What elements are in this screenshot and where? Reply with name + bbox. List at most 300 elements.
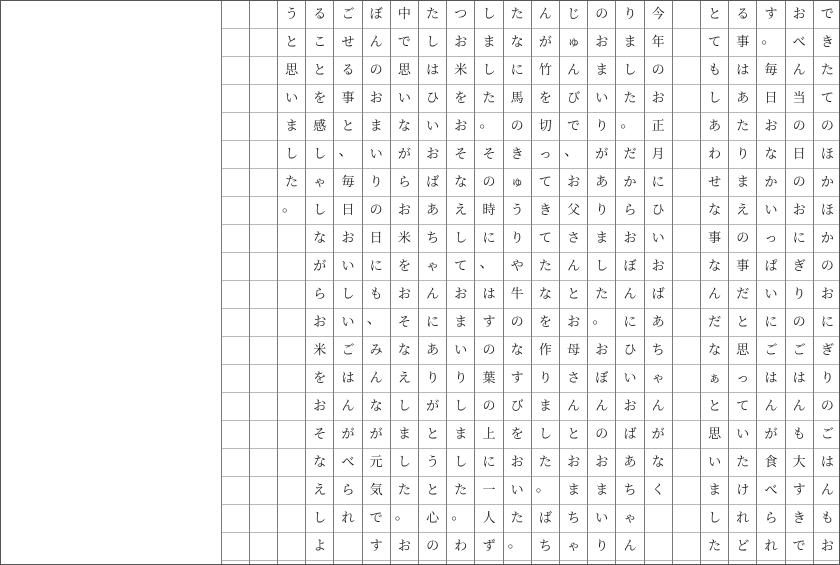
manuscript-cell: た: [532, 253, 559, 281]
manuscript-cell: も: [786, 421, 813, 449]
manuscript-cell: [278, 309, 305, 337]
manuscript-cell: じ: [560, 1, 587, 29]
manuscript-cell: え: [729, 197, 756, 225]
manuscript-cell: い: [334, 253, 361, 281]
manuscript-cell: と: [278, 29, 305, 57]
manuscript-cell: に: [786, 225, 813, 253]
manuscript-cell: ゃ: [560, 533, 587, 561]
manuscript-cell: で: [814, 1, 840, 29]
manuscript-column: [390, 1, 418, 564]
manuscript-cell: な: [391, 113, 418, 141]
manuscript-cell: [673, 477, 700, 505]
manuscript-cell: は: [786, 365, 813, 393]
manuscript-cell: [222, 85, 249, 113]
manuscript-cell: い: [701, 449, 728, 477]
manuscript-cell: [222, 29, 249, 57]
manuscript-cell: [645, 533, 672, 561]
manuscript-cell: 日: [363, 225, 390, 253]
manuscript-cell: ば: [419, 169, 446, 197]
manuscript-cell: ん: [588, 393, 615, 421]
manuscript-cell: と: [729, 309, 756, 337]
manuscript-cell: な: [701, 197, 728, 225]
manuscript-cell: な: [504, 337, 531, 365]
manuscript-cell: し: [701, 85, 728, 113]
manuscript-cell: り: [814, 365, 840, 393]
manuscript-cell: 牛: [504, 281, 531, 309]
manuscript-cell: 感: [306, 113, 333, 141]
manuscript-cell: ま: [616, 29, 643, 57]
manuscript-cell: ま: [701, 477, 728, 505]
manuscript-cell: た: [729, 113, 756, 141]
manuscript-cell: ゃ: [645, 365, 672, 393]
manuscript-cell: [673, 85, 700, 113]
manuscript-cell: す: [363, 533, 390, 561]
manuscript-cell: ご: [334, 1, 361, 29]
manuscript-cell: ま: [532, 393, 559, 421]
manuscript-cell: か: [814, 169, 840, 197]
manuscript-cell: [222, 113, 249, 141]
manuscript-cell: で: [363, 505, 390, 533]
manuscript-cell: ち: [645, 337, 672, 365]
manuscript-cell: わ: [701, 141, 728, 169]
manuscript-cell: り: [588, 197, 615, 225]
manuscript-cell: 馬: [504, 85, 531, 113]
manuscript-cell: を: [391, 253, 418, 281]
manuscript-cell: [250, 57, 277, 85]
manuscript-cell: お: [616, 225, 643, 253]
manuscript-cell: ぎ: [786, 253, 813, 281]
manuscript-cell: 事: [729, 253, 756, 281]
manuscript-cell: お: [786, 197, 813, 225]
manuscript-cell: て: [701, 29, 728, 57]
manuscript-cell: ら: [306, 281, 333, 309]
manuscript-cell: い: [334, 309, 361, 337]
manuscript-cell: を: [532, 309, 559, 337]
manuscript-cell: お: [616, 393, 643, 421]
manuscript-cell: 。: [475, 113, 502, 141]
manuscript-cell: な: [701, 337, 728, 365]
manuscript-cell: ほ: [814, 197, 840, 225]
manuscript-cell: し: [475, 57, 502, 85]
manuscript-cell: お: [447, 29, 474, 57]
manuscript-cell: お: [504, 449, 531, 477]
manuscript-cell: と: [701, 1, 728, 29]
manuscript-cell: こ: [306, 29, 333, 57]
manuscript-cell: し: [419, 29, 446, 57]
manuscript-cell: の: [504, 113, 531, 141]
manuscript-cell: た: [504, 1, 531, 29]
manuscript-cell: ば: [616, 421, 643, 449]
manuscript-cell: ま: [560, 477, 587, 505]
manuscript-cell: が: [391, 141, 418, 169]
manuscript-cell: お: [306, 309, 333, 337]
manuscript-cell: [278, 281, 305, 309]
manuscript-cell: に: [419, 309, 446, 337]
manuscript-cell: 一: [475, 477, 502, 505]
manuscript-cell: 中: [391, 1, 418, 29]
manuscript-cell: [250, 225, 277, 253]
manuscript-cell: 日: [757, 85, 784, 113]
manuscript-cell: ぼ: [616, 253, 643, 281]
manuscript-cell: [278, 421, 305, 449]
manuscript-cell: ま: [447, 421, 474, 449]
manuscript-column: [418, 1, 446, 564]
manuscript-cell: び: [560, 85, 587, 113]
manuscript-cell: り: [363, 169, 390, 197]
manuscript-cell: す: [475, 309, 502, 337]
manuscript-cell: た: [814, 57, 840, 85]
manuscript-cell: を: [504, 421, 531, 449]
manuscript-cell: [673, 449, 700, 477]
manuscript-cell: ち: [616, 477, 643, 505]
manuscript-cell: り: [616, 1, 643, 29]
manuscript-cell: ご: [814, 421, 840, 449]
manuscript-cell: 思: [391, 57, 418, 85]
manuscript-cell: 食: [757, 449, 784, 477]
manuscript-cell: 大: [786, 449, 813, 477]
manuscript-column: [362, 1, 390, 564]
manuscript-cell: た: [729, 449, 756, 477]
manuscript-cell: で: [786, 533, 813, 561]
manuscript-cell: が: [334, 421, 361, 449]
manuscript-cell: [673, 421, 700, 449]
manuscript-cell: ん: [560, 253, 587, 281]
manuscript-cell: る: [306, 1, 333, 29]
manuscript-cell: か: [814, 225, 840, 253]
manuscript-cell: ら: [616, 197, 643, 225]
manuscript-cell: と: [419, 421, 446, 449]
manuscript-cell: さ: [560, 365, 587, 393]
manuscript-cell: び: [504, 393, 531, 421]
manuscript-cell: と: [560, 421, 587, 449]
manuscript-cell: [250, 281, 277, 309]
manuscript-cell: 。: [447, 505, 474, 533]
manuscript-cell: と: [701, 393, 728, 421]
manuscript-cell: [222, 421, 249, 449]
manuscript-cell: 日: [786, 141, 813, 169]
manuscript-cell: [673, 365, 700, 393]
manuscript-cell: [250, 365, 277, 393]
manuscript-cell: か: [616, 169, 643, 197]
manuscript-cell: も: [363, 281, 390, 309]
manuscript-cell: を: [447, 85, 474, 113]
manuscript-cell: [673, 57, 700, 85]
manuscript-cell: の: [419, 533, 446, 561]
manuscript-cell: し: [616, 57, 643, 85]
manuscript-cell: あ: [616, 449, 643, 477]
manuscript-cell: ば: [532, 505, 559, 533]
manuscript-cell: [250, 337, 277, 365]
manuscript-cell: お: [757, 113, 784, 141]
manuscript-cell: お: [334, 225, 361, 253]
manuscript-cell: 。: [278, 197, 305, 225]
manuscript-cell: ぁ: [701, 365, 728, 393]
manuscript-cell: だ: [729, 281, 756, 309]
manuscript-cell: で: [560, 113, 587, 141]
manuscript-column: [813, 1, 840, 564]
manuscript-cell: 父: [560, 197, 587, 225]
manuscript-cell: [645, 505, 672, 533]
manuscript-cell: の: [814, 393, 840, 421]
manuscript-cell: お: [447, 281, 474, 309]
manuscript-cell: う: [419, 449, 446, 477]
manuscript-cell: お: [391, 197, 418, 225]
manuscript-cell: な: [363, 393, 390, 421]
manuscript-cell: す: [786, 477, 813, 505]
manuscript-cell: の: [814, 253, 840, 281]
manuscript-cell: ん: [616, 533, 643, 561]
manuscript-cell: [673, 169, 700, 197]
manuscript-cell: は: [475, 281, 502, 309]
manuscript-cell: に: [504, 57, 531, 85]
manuscript-cell: そ: [475, 141, 502, 169]
manuscript-cell: ん: [532, 1, 559, 29]
manuscript-cell: ま: [588, 225, 615, 253]
manuscript-cell: 日: [334, 197, 361, 225]
manuscript-cell: の: [475, 393, 502, 421]
manuscript-cell: し: [701, 505, 728, 533]
manuscript-cell: っ: [532, 141, 559, 169]
manuscript-cell: [222, 57, 249, 85]
manuscript-cell: き: [786, 505, 813, 533]
manuscript-column: [728, 1, 756, 564]
manuscript-cell: [673, 393, 700, 421]
manuscript-cell: を: [532, 85, 559, 113]
manuscript-cell: ん: [363, 29, 390, 57]
manuscript-cell: た: [475, 85, 502, 113]
manuscript-cell: お: [786, 1, 813, 29]
manuscript-cell: み: [363, 337, 390, 365]
manuscript-cell: に: [363, 253, 390, 281]
manuscript-cell: の: [786, 169, 813, 197]
manuscript-column: [700, 1, 728, 564]
manuscript-cell: [673, 197, 700, 225]
manuscript-cell: 毎: [757, 57, 784, 85]
manuscript-cell: [250, 1, 277, 29]
manuscript-cell: 思: [278, 57, 305, 85]
manuscript-cell: 。: [757, 29, 784, 57]
manuscript-cell: ん: [757, 393, 784, 421]
manuscript-cell: り: [504, 225, 531, 253]
manuscript-cell: た: [616, 85, 643, 113]
manuscript-cell: し: [391, 393, 418, 421]
manuscript-cell: [222, 533, 249, 561]
manuscript-cell: ず: [475, 533, 502, 561]
manuscript-cell: ゅ: [504, 169, 531, 197]
manuscript-cell: り: [588, 113, 615, 141]
manuscript-cell: [250, 533, 277, 561]
manuscript-cell: た: [504, 505, 531, 533]
manuscript-cell: お: [588, 337, 615, 365]
manuscript-cell: ひ: [616, 337, 643, 365]
manuscript-cell: そ: [447, 141, 474, 169]
manuscript-cell: や: [504, 253, 531, 281]
manuscript-cell: の: [363, 197, 390, 225]
manuscript-column: [305, 1, 333, 564]
manuscript-cell: 切: [532, 113, 559, 141]
manuscript-cell: [278, 449, 305, 477]
manuscript-cell: の: [475, 169, 502, 197]
manuscript-column: [672, 1, 700, 564]
manuscript-cell: 竹: [532, 57, 559, 85]
manuscript-cell: き: [504, 141, 531, 169]
manuscript-cell: ゅ: [560, 29, 587, 57]
manuscript-cell: と: [334, 113, 361, 141]
manuscript-cell: 今: [645, 1, 672, 29]
manuscript-column: [756, 1, 784, 564]
manuscript-cell: 毎: [334, 169, 361, 197]
manuscript-cell: し: [306, 197, 333, 225]
manuscript-cell: [250, 113, 277, 141]
manuscript-cell: [250, 505, 277, 533]
manuscript-cell: が: [363, 421, 390, 449]
manuscript-column: [333, 1, 361, 564]
manuscript-cell: 米: [306, 337, 333, 365]
manuscript-cell: [222, 477, 249, 505]
manuscript-cell: か: [757, 169, 784, 197]
manuscript-cell: [278, 225, 305, 253]
manuscript-cell: に: [475, 225, 502, 253]
manuscript-cell: え: [306, 477, 333, 505]
manuscript-cell: ま: [278, 113, 305, 141]
manuscript-cell: し: [588, 253, 615, 281]
manuscript-cell: [673, 253, 700, 281]
manuscript-cell: 。: [616, 113, 643, 141]
manuscript-cell: お: [363, 85, 390, 113]
manuscript-cell: ゃ: [419, 253, 446, 281]
manuscript-cell: [222, 253, 249, 281]
manuscript-cell: な: [504, 29, 531, 57]
manuscript-cell: ん: [419, 281, 446, 309]
manuscript-cell: し: [532, 421, 559, 449]
manuscript-cell: ん: [645, 393, 672, 421]
manuscript-cell: り: [532, 365, 559, 393]
manuscript-cell: [334, 533, 361, 561]
manuscript-cell: い: [616, 365, 643, 393]
manuscript-cell: [222, 169, 249, 197]
manuscript-cell: ん: [616, 281, 643, 309]
manuscript-cell: て: [532, 225, 559, 253]
manuscript-cell: お: [306, 393, 333, 421]
manuscript-cell: [278, 253, 305, 281]
manuscript-cell: が: [645, 421, 672, 449]
manuscript-cell: 。: [391, 505, 418, 533]
manuscript-cell: を: [306, 365, 333, 393]
manuscript-cell: ま: [447, 309, 474, 337]
manuscript-cell: [222, 281, 249, 309]
manuscript-cell: の: [786, 113, 813, 141]
manuscript-cell: は: [814, 449, 840, 477]
manuscript-cell: は: [334, 365, 361, 393]
manuscript-cell: い: [278, 85, 305, 113]
manuscript-cell: う: [278, 1, 305, 29]
manuscript-cell: [250, 309, 277, 337]
manuscript-cell: [222, 197, 249, 225]
manuscript-cell: そ: [306, 421, 333, 449]
manuscript-cell: [673, 225, 700, 253]
manuscript-cell: [222, 225, 249, 253]
manuscript-cell: 年: [645, 29, 672, 57]
manuscript-cell: お: [419, 141, 446, 169]
manuscript-cell: た: [419, 1, 446, 29]
manuscript-cell: に: [645, 169, 672, 197]
manuscript-cell: 作: [532, 337, 559, 365]
manuscript-cell: い: [391, 85, 418, 113]
manuscript-cell: べ: [786, 29, 813, 57]
manuscript-cell: [278, 365, 305, 393]
manuscript-cell: つ: [447, 1, 474, 29]
manuscript-cell: [673, 337, 700, 365]
manuscript-cell: に: [757, 309, 784, 337]
manuscript-cell: [673, 113, 700, 141]
manuscript-cell: っ: [757, 225, 784, 253]
manuscript-cell: ち: [532, 533, 559, 561]
manuscript-cell: も: [814, 505, 840, 533]
manuscript-cell: 、: [475, 253, 502, 281]
manuscript-cell: と: [560, 281, 587, 309]
manuscript-cell: は: [419, 57, 446, 85]
manuscript-cell: ご: [786, 337, 813, 365]
manuscript-cell: お: [814, 281, 840, 309]
manuscript-cell: ち: [419, 225, 446, 253]
manuscript-cell: す: [504, 365, 531, 393]
manuscript-cell: て: [447, 253, 474, 281]
manuscript-cell: し: [334, 281, 361, 309]
manuscript-cell: し: [306, 141, 333, 169]
manuscript-cell: ば: [645, 281, 672, 309]
manuscript-cell: に: [475, 449, 502, 477]
manuscript-cell: い: [645, 225, 672, 253]
manuscript-cell: が: [588, 141, 615, 169]
manuscript-cell: い: [588, 85, 615, 113]
manuscript-cell: ぼ: [588, 365, 615, 393]
manuscript-cell: [278, 337, 305, 365]
manuscript-cell: い: [363, 141, 390, 169]
manuscript-cell: な: [306, 449, 333, 477]
manuscript-cell: 正: [645, 113, 672, 141]
manuscript-cell: し: [306, 505, 333, 533]
manuscript-cell: ま: [588, 477, 615, 505]
manuscript-cell: た: [278, 169, 305, 197]
manuscript-cell: よ: [306, 533, 333, 561]
manuscript-cell: た: [701, 533, 728, 561]
manuscript-cell: し: [447, 449, 474, 477]
manuscript-cell: の: [588, 1, 615, 29]
manuscript-cell: ん: [560, 57, 587, 85]
manuscript-cell: た: [588, 281, 615, 309]
manuscript-column: [474, 1, 502, 564]
manuscript-cell: の: [475, 337, 502, 365]
manuscript-cell: な: [532, 281, 559, 309]
manuscript-cell: ぼ: [363, 1, 390, 29]
manuscript-cell: き: [532, 197, 559, 225]
manuscript-cell: り: [786, 281, 813, 309]
manuscript-cell: [673, 281, 700, 309]
manuscript-cell: 思: [729, 337, 756, 365]
manuscript-cell: で: [391, 29, 418, 57]
manuscript-cell: ま: [475, 29, 502, 57]
manuscript-cell: お: [391, 533, 418, 561]
manuscript-column: [249, 1, 277, 564]
manuscript-cell: 、: [334, 141, 361, 169]
manuscript-cell: い: [757, 197, 784, 225]
manuscript-cell: ん: [334, 393, 361, 421]
manuscript-cell: あ: [419, 197, 446, 225]
manuscript-cell: ひ: [645, 197, 672, 225]
manuscript-cell: [250, 421, 277, 449]
manuscript-cell: の: [645, 57, 672, 85]
manuscript-cell: ま: [729, 169, 756, 197]
